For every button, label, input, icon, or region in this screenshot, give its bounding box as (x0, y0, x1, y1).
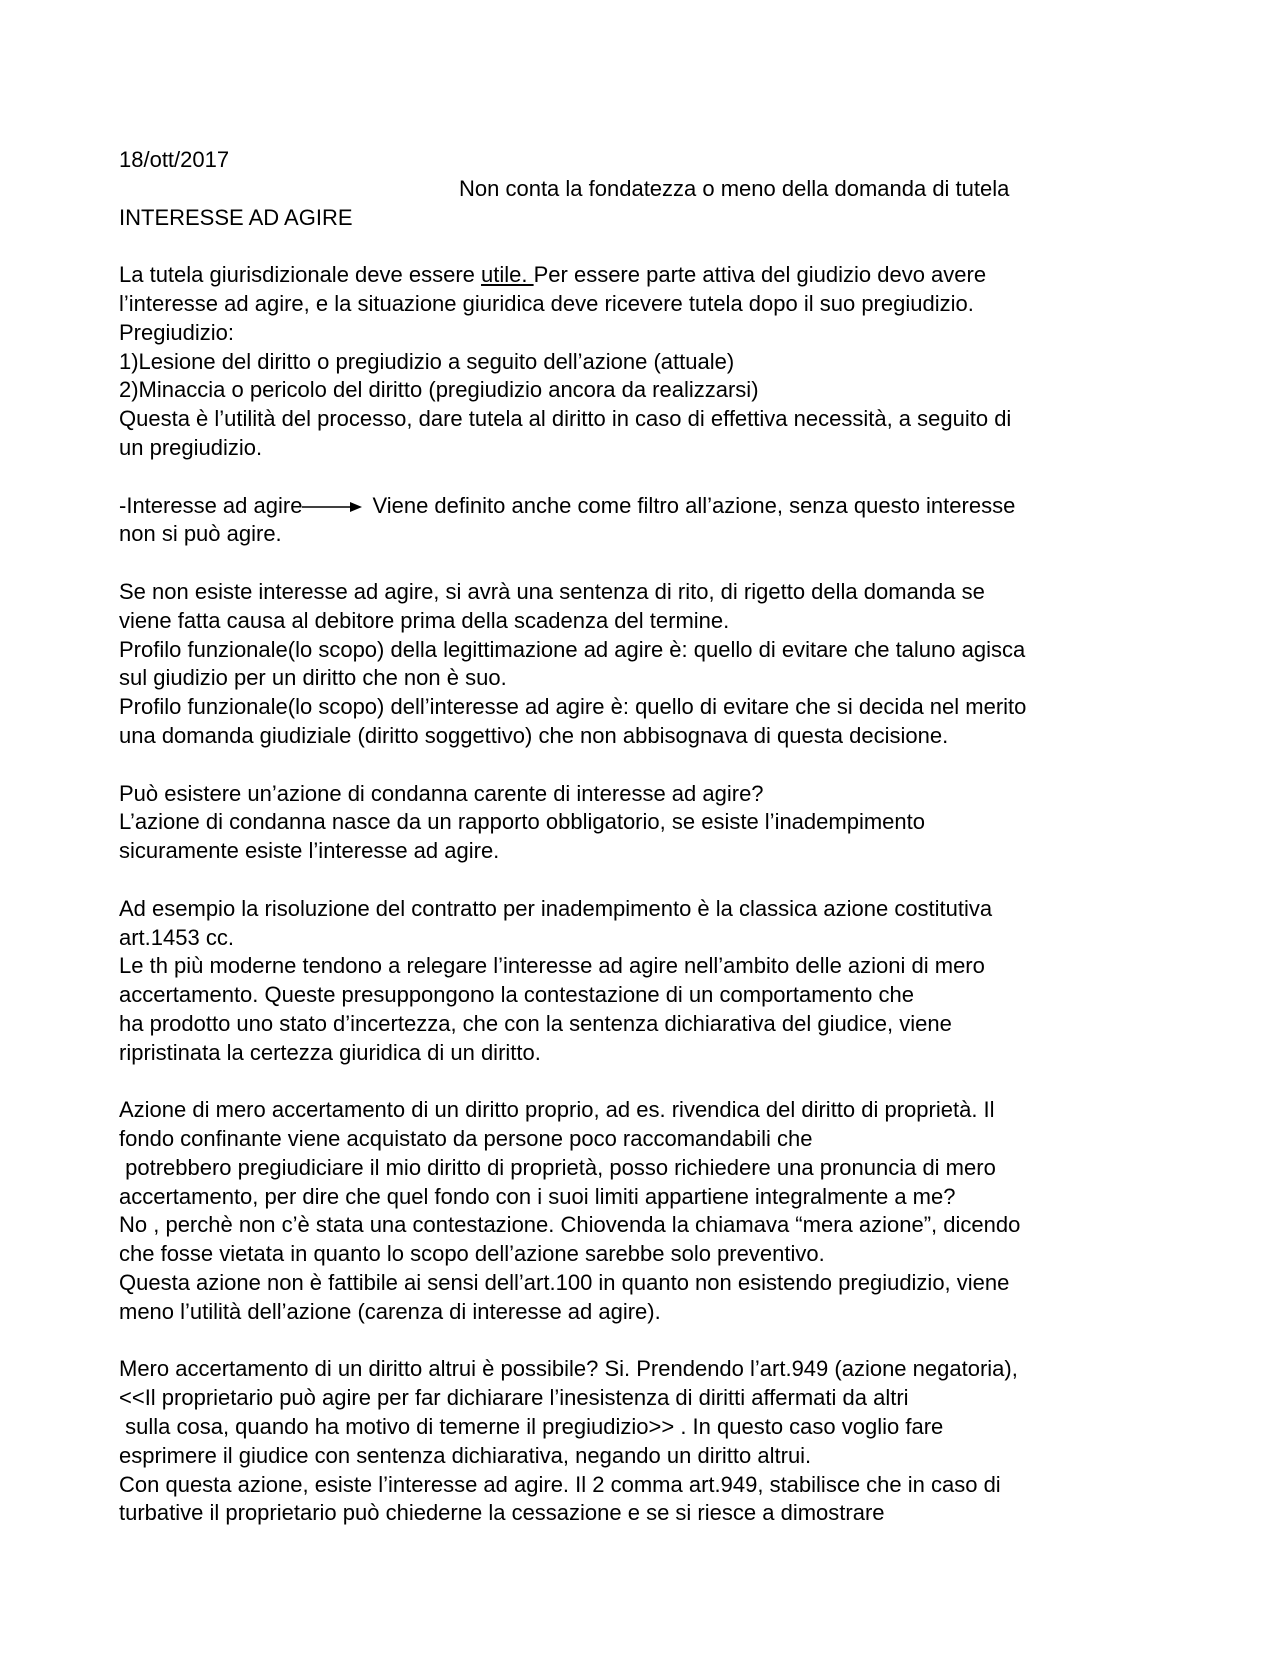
text-line: un pregiudizio. (119, 434, 263, 460)
paragraph-1 (119, 261, 1179, 463)
heading: INTERESSE AD AGIRE (119, 204, 353, 230)
text-line: viene fatta causa al debitore prima della scadenza del termine. (119, 607, 730, 633)
text-span: Per essere parte attiva del giudizio devo avere (533, 262, 987, 288)
text-line: Ad esempio la risoluzione del contratto per inadempimento è la classica azione costitutiva (119, 895, 993, 921)
side-note: Non conta la fondatezza o meno della domanda di tutela (459, 175, 1010, 201)
text-line: Profilo funzionale(lo scopo) dell’interesse ad agire è: quello di evitare che si decida nel merito (119, 694, 1027, 720)
text-line: ha prodotto uno stato d’incertezza, che con la sentenza dichiarativa del giudice, viene (119, 1010, 952, 1036)
text-line: Le th più moderne tendono a relegare l’interesse ad agire nell’ambito delle azioni di mero (119, 953, 985, 979)
text-line: esprimere il giudice con sentenza dichiarativa, negando un diritto altrui. (119, 1442, 812, 1468)
text-line (119, 261, 1179, 290)
text-line: <<Il proprietario può agire per far dichiarare l’inesistenza di diritti affermati da altri (119, 1385, 909, 1411)
text-span: La tutela giurisdizionale deve essere (119, 262, 482, 288)
paragraph-4 (119, 780, 1179, 866)
right-arrow-icon (302, 500, 362, 514)
text-line: turbative il proprietario può chiederne la cessazione e se si riesce a dimostrare (119, 1500, 885, 1526)
list-item: 1)Lesione del diritto o pregiudizio a seguito dell’azione (attuale) (119, 348, 735, 374)
paragraph-3 (119, 578, 1179, 751)
text-line: ripristinata la certezza giuridica di un diritto. (119, 1039, 541, 1065)
text-line: L’azione di condanna nasce da un rapporto obbligatorio, se esiste l’inadempimento (119, 809, 925, 835)
paragraph-5 (119, 895, 1179, 1068)
spacer (119, 1327, 1179, 1356)
text-line: non si può agire. (119, 521, 282, 547)
text-line: meno l’utilità dell’azione (carenza di interesse ad agire). (119, 1298, 661, 1324)
spacer (119, 1068, 1179, 1097)
spacer (119, 866, 1179, 895)
text-line: art.1453 cc. (119, 924, 234, 950)
list-item: 2)Minaccia o pericolo del diritto (pregiudizio ancora da realizzarsi) (119, 377, 759, 403)
spacer (119, 232, 1179, 261)
text-line: Profilo funzionale(lo scopo) della legittimazione ad agire è: quello di evitare che taluno agisca (119, 636, 1026, 662)
text-line: potrebbero pregiudiciare il mio diritto di proprietà, posso richiedere una pronuncia di mero (119, 1154, 996, 1180)
text-line: accertamento. Queste presuppongono la contestazione di un comportamento che (119, 982, 914, 1008)
paragraph-7 (119, 1355, 1179, 1528)
text-line: Pregiudizio: (119, 319, 234, 345)
underlined-word: utile. (481, 262, 534, 288)
text-line (119, 492, 1179, 521)
text-span: -Interesse ad agire (119, 492, 303, 518)
text-line: accertamento, per dire che quel fondo con i suoi limiti appartiene integralmente a me? (119, 1183, 956, 1209)
text-line: l’interesse ad agire, e la situazione giuridica deve ricevere tutela dopo il suo pregiudizio. (119, 290, 974, 316)
text-line: Questa è l’utilità del processo, dare tutela al diritto in caso di effettiva necessità, a seguito di (119, 406, 1012, 432)
text-span: Viene definito anche come filtro all’azione, senza questo interesse (372, 492, 1016, 518)
text-line: una domanda giudiziale (diritto soggettivo) che non abbisognava di questa decisione. (119, 722, 949, 748)
text-line: Può esistere un’azione di condanna carente di interesse ad agire? (119, 780, 764, 806)
spacer (119, 463, 1179, 492)
document-body (119, 146, 1179, 1528)
text-line: Con questa azione, esiste l’interesse ad agire. Il 2 comma art.949, stabilisce che in caso di (119, 1471, 1001, 1497)
text-line: sulla cosa, quando ha motivo di temerne il pregiudizio>> . In questo caso voglio fare (119, 1414, 944, 1440)
paragraph-2 (119, 492, 1179, 550)
text-line: Mero accertamento di un diritto altrui è possibile? Si. Prendendo l’art.949 (azione negatoria), (119, 1356, 1018, 1382)
spacer (119, 549, 1179, 578)
text-line: Se non esiste interesse ad agire, si avrà una sentenza di rito, di rigetto della domanda se (119, 578, 985, 604)
date: 18/ott/2017 (119, 147, 230, 172)
text-line: Azione di mero accertamento di un diritto proprio, ad es. rivendica del diritto di proprietà. Il (119, 1097, 995, 1123)
text-line: fondo confinante viene acquistato da persone poco raccomandabili che (119, 1126, 813, 1152)
text-line: sicuramente esiste l’interesse ad agire. (119, 838, 500, 864)
paragraph-6 (119, 1096, 1179, 1326)
text-line: che fosse vietata in quanto lo scopo dell’azione sarebbe solo preventivo. (119, 1241, 825, 1267)
spacer (119, 751, 1179, 780)
text-line: No , perchè non c’è stata una contestazione. Chiovenda la chiamava “mera azione”, dicendo (119, 1212, 1021, 1238)
text-line: Questa azione non è fattibile ai sensi dell’art.100 in quanto non esistendo pregiudizio, viene (119, 1270, 1010, 1296)
text-line: sul giudizio per un diritto che non è suo. (119, 665, 507, 691)
